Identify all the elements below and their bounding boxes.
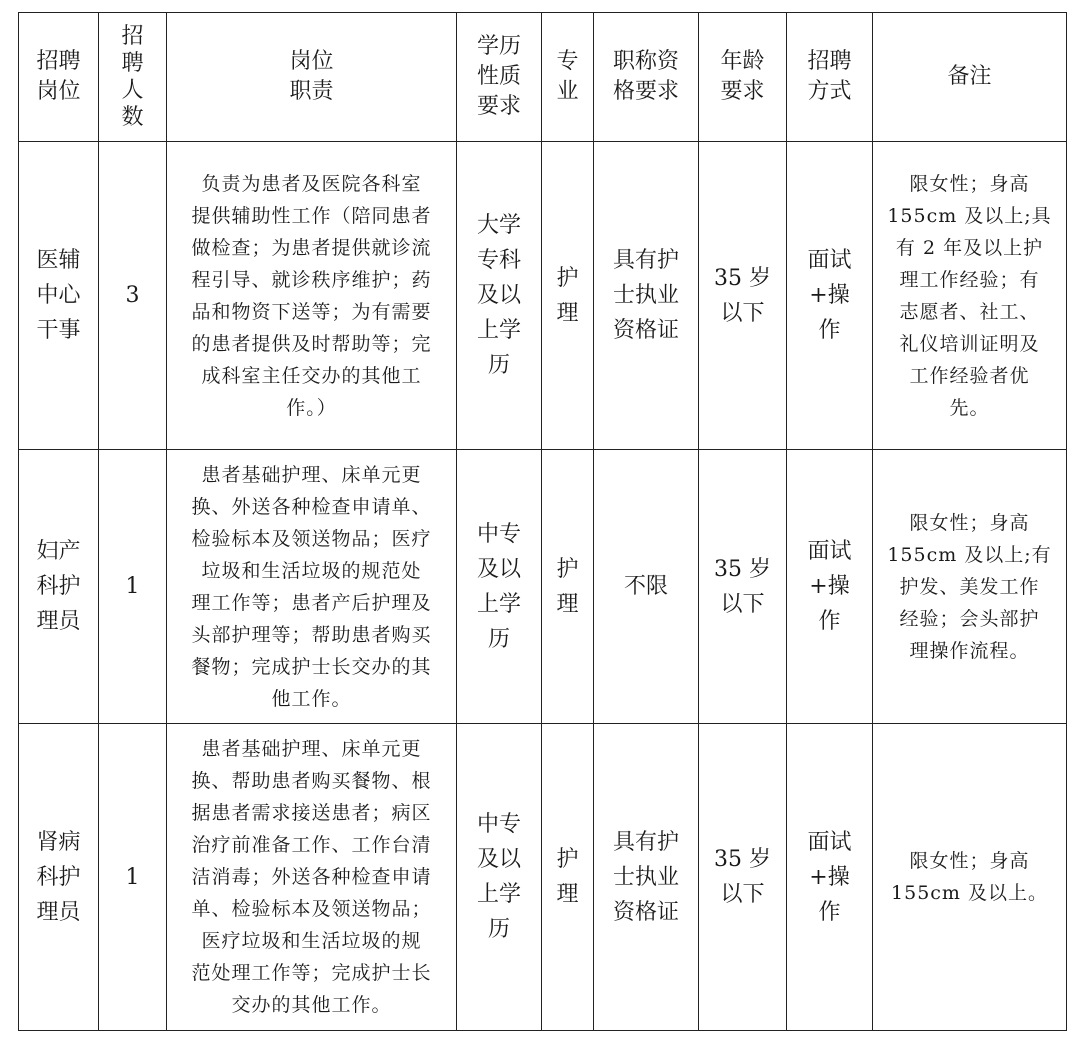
cell-title-req: 具有护 士执业 资格证 (594, 724, 699, 1031)
cell-age: 35 岁 以下 (699, 450, 787, 724)
recruitment-table (18, 12, 1067, 1031)
cell-method: 面试 +操 作 (787, 142, 873, 450)
cell-count: 1 (99, 724, 167, 1031)
cell-position: 医辅 中心 干事 (19, 142, 99, 450)
cell-count: 1 (99, 450, 167, 724)
cell-count: 3 (99, 142, 167, 450)
cell-notes: 限女性；身高 155cm 及以上。 (873, 724, 1067, 1031)
cell-duty: 患者基础护理、床单元更 换、外送各种检查申请单、 检验标本及领送物品；医疗 垃圾和生活垃圾的规范处 理工作等；患者产后护理及 头部护理等；帮助患者购买 餐物；完成护士长交办的其 他工作。 (167, 450, 457, 724)
cell-age: 35 岁 以下 (699, 724, 787, 1031)
cell-duty: 患者基础护理、床单元更 换、帮助患者购买餐物、根 据患者需求接送患者；病区 治疗前准备工作、工作台清 洁消毒；外送各种检查申请 单、检验标本及领送物品； 医疗垃圾和生活垃圾的规 范处理工作等；完成护士长 交办的其他工作。 (167, 724, 457, 1031)
cell-position: 肾病 科护 理员 (19, 724, 99, 1031)
header-notes: 备注 (873, 13, 1067, 142)
table-row (19, 142, 1067, 450)
cell-education: 中专 及以 上学 历 (457, 450, 542, 724)
table-row (19, 724, 1067, 1031)
header-method: 招聘 方式 (787, 13, 873, 142)
cell-title-req: 具有护 士执业 资格证 (594, 142, 699, 450)
cell-major: 护 理 (542, 450, 594, 724)
header-age: 年龄 要求 (699, 13, 787, 142)
header-education: 学历 性质 要求 (457, 13, 542, 142)
header-major: 专 业 (542, 13, 594, 142)
header-duty: 岗位 职责 (167, 13, 457, 142)
cell-title-req: 不限 (594, 450, 699, 724)
cell-method: 面试 +操 作 (787, 450, 873, 724)
header-position: 招聘 岗位 (19, 13, 99, 142)
cell-age: 35 岁 以下 (699, 142, 787, 450)
header-row (19, 13, 1067, 142)
cell-education: 中专 及以 上学 历 (457, 724, 542, 1031)
table-row (19, 450, 1067, 724)
header-count: 招 聘 人 数 (99, 13, 167, 142)
cell-duty: 负责为患者及医院各科室 提供辅助性工作（陪同患者 做检查；为患者提供就诊流 程引导、就诊秩序维护；药 品和物资下送等；为有需要 的患者提供及时帮助等；完 成科室主任交办的其他工 作。） (167, 142, 457, 450)
cell-major: 护 理 (542, 724, 594, 1031)
cell-method: 面试 +操 作 (787, 724, 873, 1031)
cell-education: 大学 专科 及以 上学 历 (457, 142, 542, 450)
cell-position: 妇产 科护 理员 (19, 450, 99, 724)
cell-notes: 限女性；身高 155cm 及以上;具 有 2 年及以上护 理工作经验；有 志愿者、社工、 礼仪培训证明及 工作经验者优 先。 (873, 142, 1067, 450)
cell-major: 护 理 (542, 142, 594, 450)
header-title-req: 职称资 格要求 (594, 13, 699, 142)
cell-notes: 限女性；身高 155cm 及以上;有 护发、美发工作 经验；会头部护 理操作流程。 (873, 450, 1067, 724)
